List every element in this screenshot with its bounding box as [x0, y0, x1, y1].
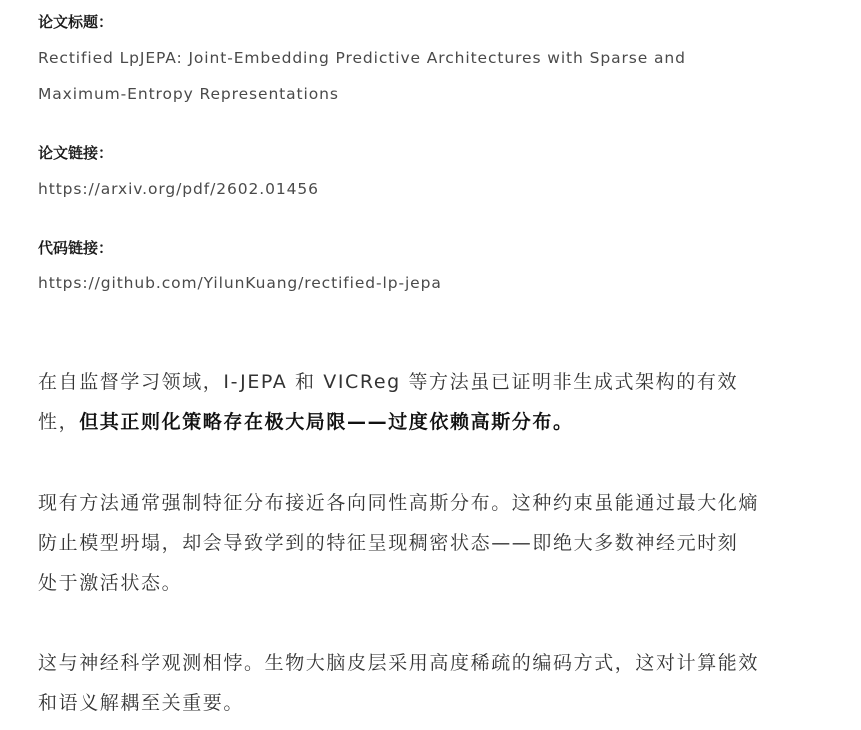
code-link[interactable]: https://github.com/YilunKuang/rectified-lp-jepa: [38, 274, 442, 292]
paragraph-1-line-2: [38, 402, 810, 442]
paper-title-line-1: Rectified LpJEPA: Joint-Embedding Predictive Architectures with Sparse and: [38, 49, 686, 67]
paragraph-1-emphasis: 但其正则化策略存在极大局限——过度依赖高斯分布。: [79, 411, 574, 433]
title-label: 论文标题：: [38, 13, 114, 31]
paper-link[interactable]: https://arxiv.org/pdf/2602.01456: [38, 180, 319, 198]
paragraph-2-line-3: 处于激活状态。: [38, 572, 183, 594]
paper-title-line-2: Maximum-Entropy Representations: [38, 85, 339, 103]
paragraph-3-line-2: 和语义解耦至关重要。: [38, 692, 245, 714]
link-label: 论文链接：: [38, 144, 114, 162]
paragraph-3-line-1: 这与神经科学观测相悖。生物大脑皮层采用高度稀疏的编码方式，这对计算能效: [38, 652, 760, 674]
paragraph-2-line-1: 现有方法通常强制特征分布接近各向同性高斯分布。这种约束虽能通过最大化熵: [38, 492, 760, 514]
paragraph-2-line-2: 防止模型坍塌，却会导致学到的特征呈现稠密状态——即绝大多数神经元时刻: [38, 532, 739, 554]
paragraph-1-plain: 性，: [38, 411, 80, 433]
code-label: 代码链接：: [38, 239, 114, 257]
paragraph-1-line-1: 在自监督学习领域，I-JEPA 和 VICReg 等方法虽已证明非生成式架构的有效: [38, 371, 739, 393]
